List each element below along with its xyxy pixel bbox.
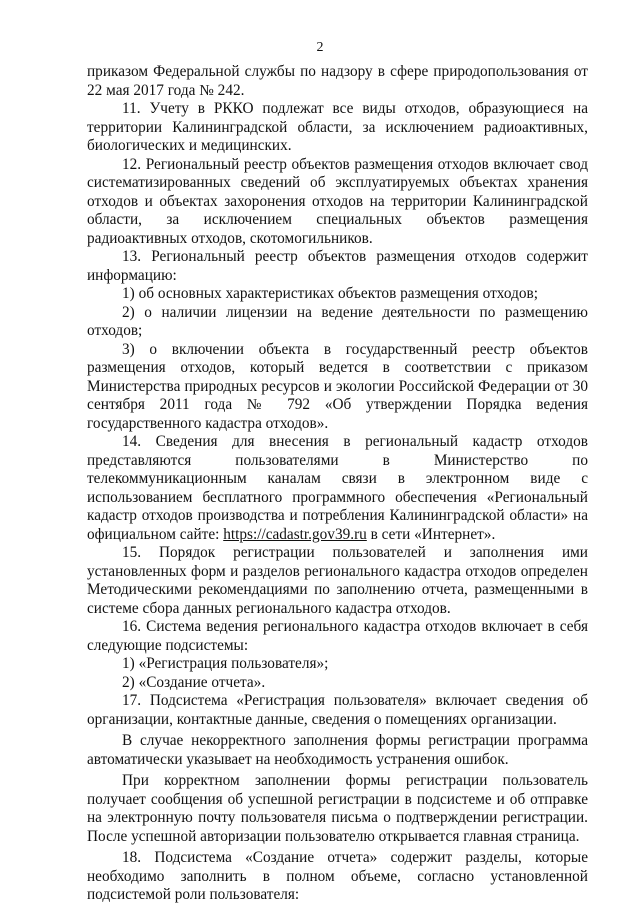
paragraph-14-tail: в сети «Интернет». bbox=[366, 525, 496, 543]
cadastr-website-link[interactable]: https://cadastr.gov39.ru bbox=[223, 525, 367, 543]
subitem-13-2: 2) о наличии лицензии на ведение деятельности по размещению отходов; bbox=[87, 303, 588, 339]
paragraph-item-18: 18. Подсистема «Создание отчета» содержит разделы, которые необходимо заполнить в полном объеме, согласно установленной подсистемой роли пользователя: bbox=[87, 849, 588, 903]
subitem-13-1: 1) об основных характеристиках объектов размещения отходов; bbox=[122, 285, 538, 302]
paragraph-item-11: 11. Учету в РККО подлежат все виды отходов, образующиеся на территории Калининградской области, за исключением радиоактивных, биологических и медицинских. bbox=[87, 100, 588, 154]
paragraph-registration-error: В случае некорректного заполнения формы регистрации программа автоматически указывает на необходимость устранения ошибок. bbox=[87, 732, 588, 768]
subitem-16-1: 1) «Регистрация пользователя»; bbox=[122, 655, 329, 672]
paragraph-item-13: 13. Региональный реестр объектов размещения отходов содержит информацию: bbox=[87, 248, 588, 284]
paragraph-item-15: 15. Порядок регистрации пользователей и заполнения ими установленных форм и разделов регионального кадастра отходов определен Методическими рекомендациями по заполнению отчета, размещенными в системе сбора данных регионального кадастра отходов. bbox=[87, 544, 588, 617]
subitem-16-2: 2) «Создание отчета». bbox=[122, 673, 266, 691]
paragraph-14-text: 14. Сведения для внесения в региональный кадастр отходов представляются пользователями в Министерство по телекоммуникационным каналам связи в электронном виде с использованием бесплатного программного обеспечения «Региональный кадастр отходов производства и потребления Калининградской области» на официальном сайте: bbox=[87, 433, 588, 543]
paragraph-item-16: 16. Система ведения регионального кадастра отходов включает в себя следующие подсистемы: bbox=[87, 618, 588, 654]
paragraph-item-12: 12. Региональный реестр объектов размещения отходов включает свод систематизированных сведений об эксплуатируемых объектах хранения отходов и объектах захоронения отходов на территории Калининградской области, за исключением специальных объектов размещения радиоактивных отходов, скотомогильников. bbox=[87, 155, 588, 247]
paragraph-item-17: 17. Подсистема «Регистрация пользователя» включает сведения об организации, контактные данные, сведения о помещениях организации. bbox=[87, 692, 588, 728]
document-body bbox=[87, 63, 588, 905]
page-number: 2 bbox=[316, 40, 324, 55]
paragraph-continuation: приказом Федеральной службы по надзору в сфере природопользования от 22 мая 2017 года № 242. bbox=[87, 63, 588, 99]
paragraph-item-14 bbox=[87, 433, 588, 544]
subitem-13-3: 3) о включении объекта в государственный реестр объектов размещения отходов, который ведется в соответствии с приказом Министерства природных ресурсов и экологии Российской Федерации от 30 сентября 2011 года № 792 «Об утверждении Порядка ведения государственного кадастра отходов». bbox=[87, 340, 588, 432]
paragraph-registration-success: При корректном заполнении формы регистрации пользователь получает сообщения об успешной регистрации в подсистеме и об отправке на электронную почту пользователя письма о подтверждении регистрации. После успешной авторизации пользователю открывается главная страница. bbox=[87, 772, 588, 845]
